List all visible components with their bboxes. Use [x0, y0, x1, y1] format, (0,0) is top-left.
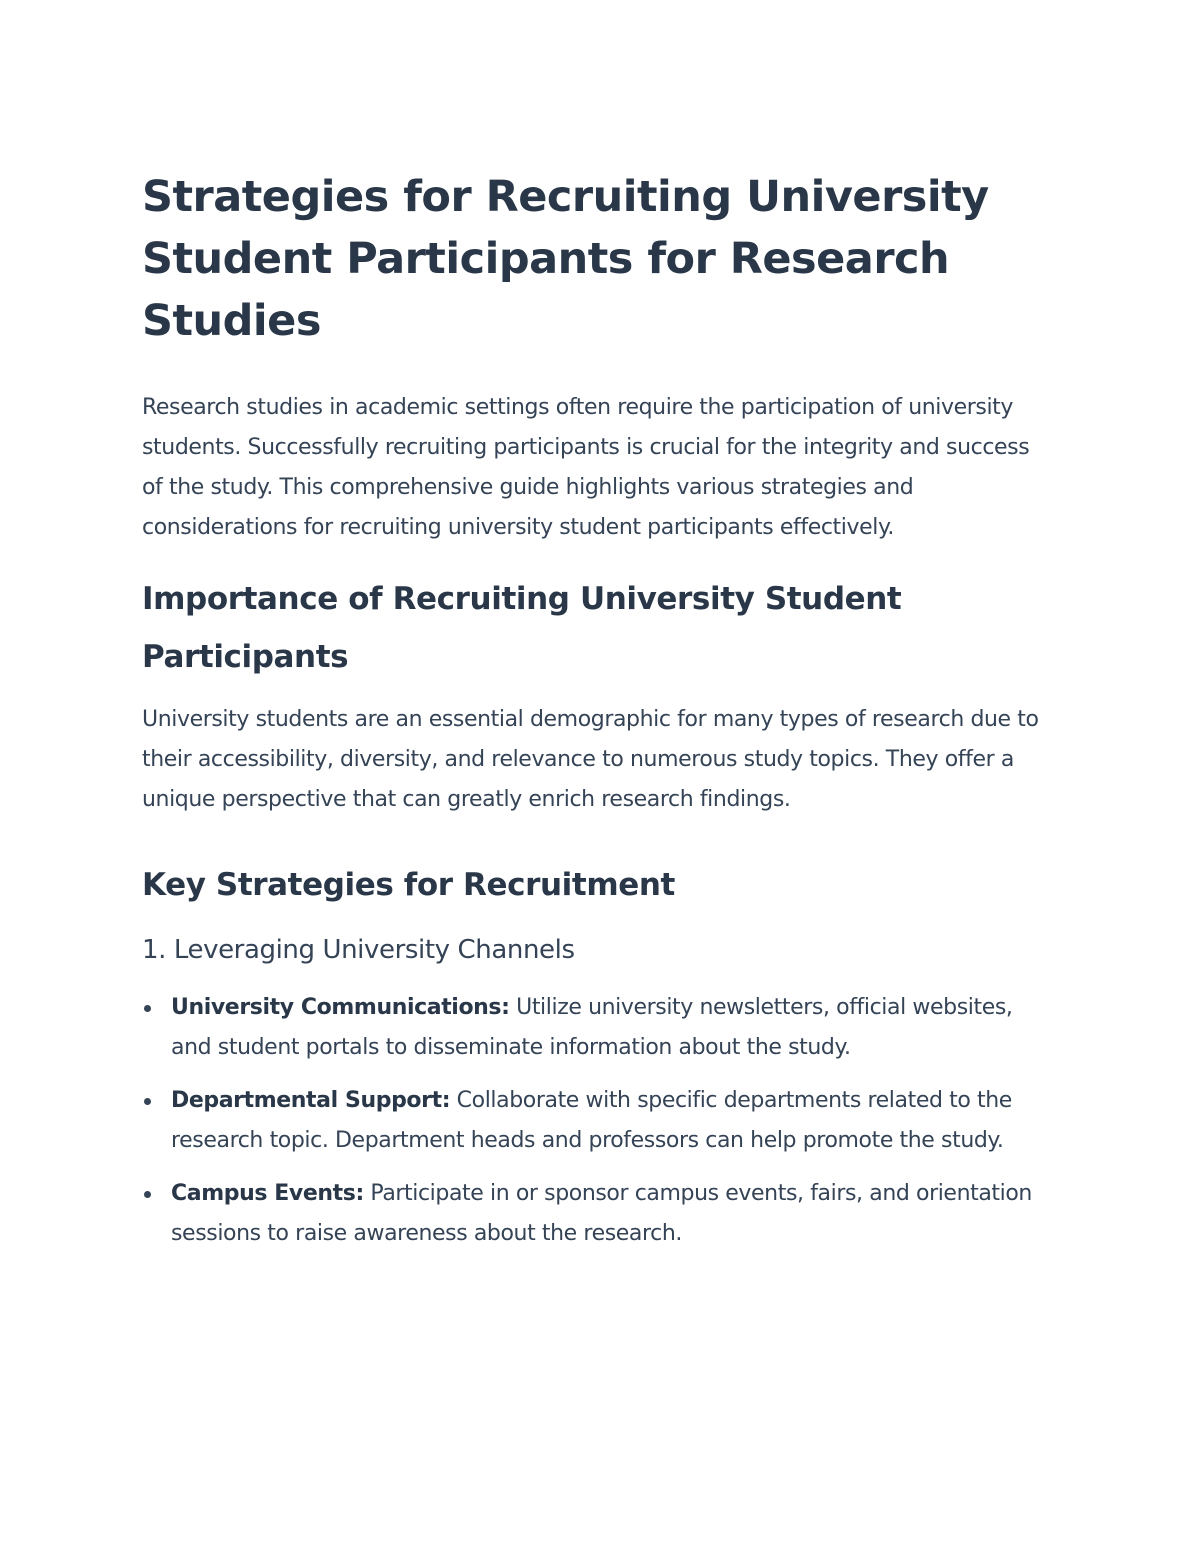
list-item-term: University Communications: [171, 995, 510, 1020]
university-channels-subheading: 1. Leveraging University Channels [142, 935, 575, 965]
list-item-term: Departmental Support: [171, 1088, 451, 1113]
bullet-dot-icon [144, 1098, 151, 1105]
strategies-heading: Key Strategies for Recruitment [142, 867, 675, 903]
list-item [142, 988, 1052, 1068]
document-page [142, 166, 1052, 1267]
list-item [142, 1174, 1052, 1254]
list-item [142, 1081, 1052, 1161]
list-item-term: Campus Events: [171, 1181, 364, 1206]
importance-heading: Importance of Recruiting University Student Participants [142, 581, 902, 675]
intro-paragraph: Research studies in academic settings often require the participation of university students. Successfully recruiting participants is crucial for the integrity and success of the study. This comprehensive guide highlights various strategies and considerations for recruiting university student participants effectively. [142, 395, 1030, 540]
bullet-dot-icon [144, 1191, 151, 1198]
document-title: Strategies for Recruiting University Student Participants for Research Studies [142, 172, 989, 346]
list-item-text: Participate in or sponsor campus events, fairs, and orientation sessions to raise awareness about the research. [171, 1181, 1032, 1246]
importance-paragraph: University students are an essential demographic for many types of research due to their accessibility, diversity, and relevance to numerous study topics. They offer a unique perspective that can greatly enrich research findings. [142, 707, 1039, 812]
bullet-dot-icon [144, 1005, 151, 1012]
strategy-list [142, 988, 1052, 1254]
list-item-text: Collaborate with specific departments related to the research topic. Department heads and professors can help promote the study. [171, 1088, 1012, 1153]
list-item-text: Utilize university newsletters, official websites, and student portals to disseminate information about the study. [171, 995, 1013, 1060]
